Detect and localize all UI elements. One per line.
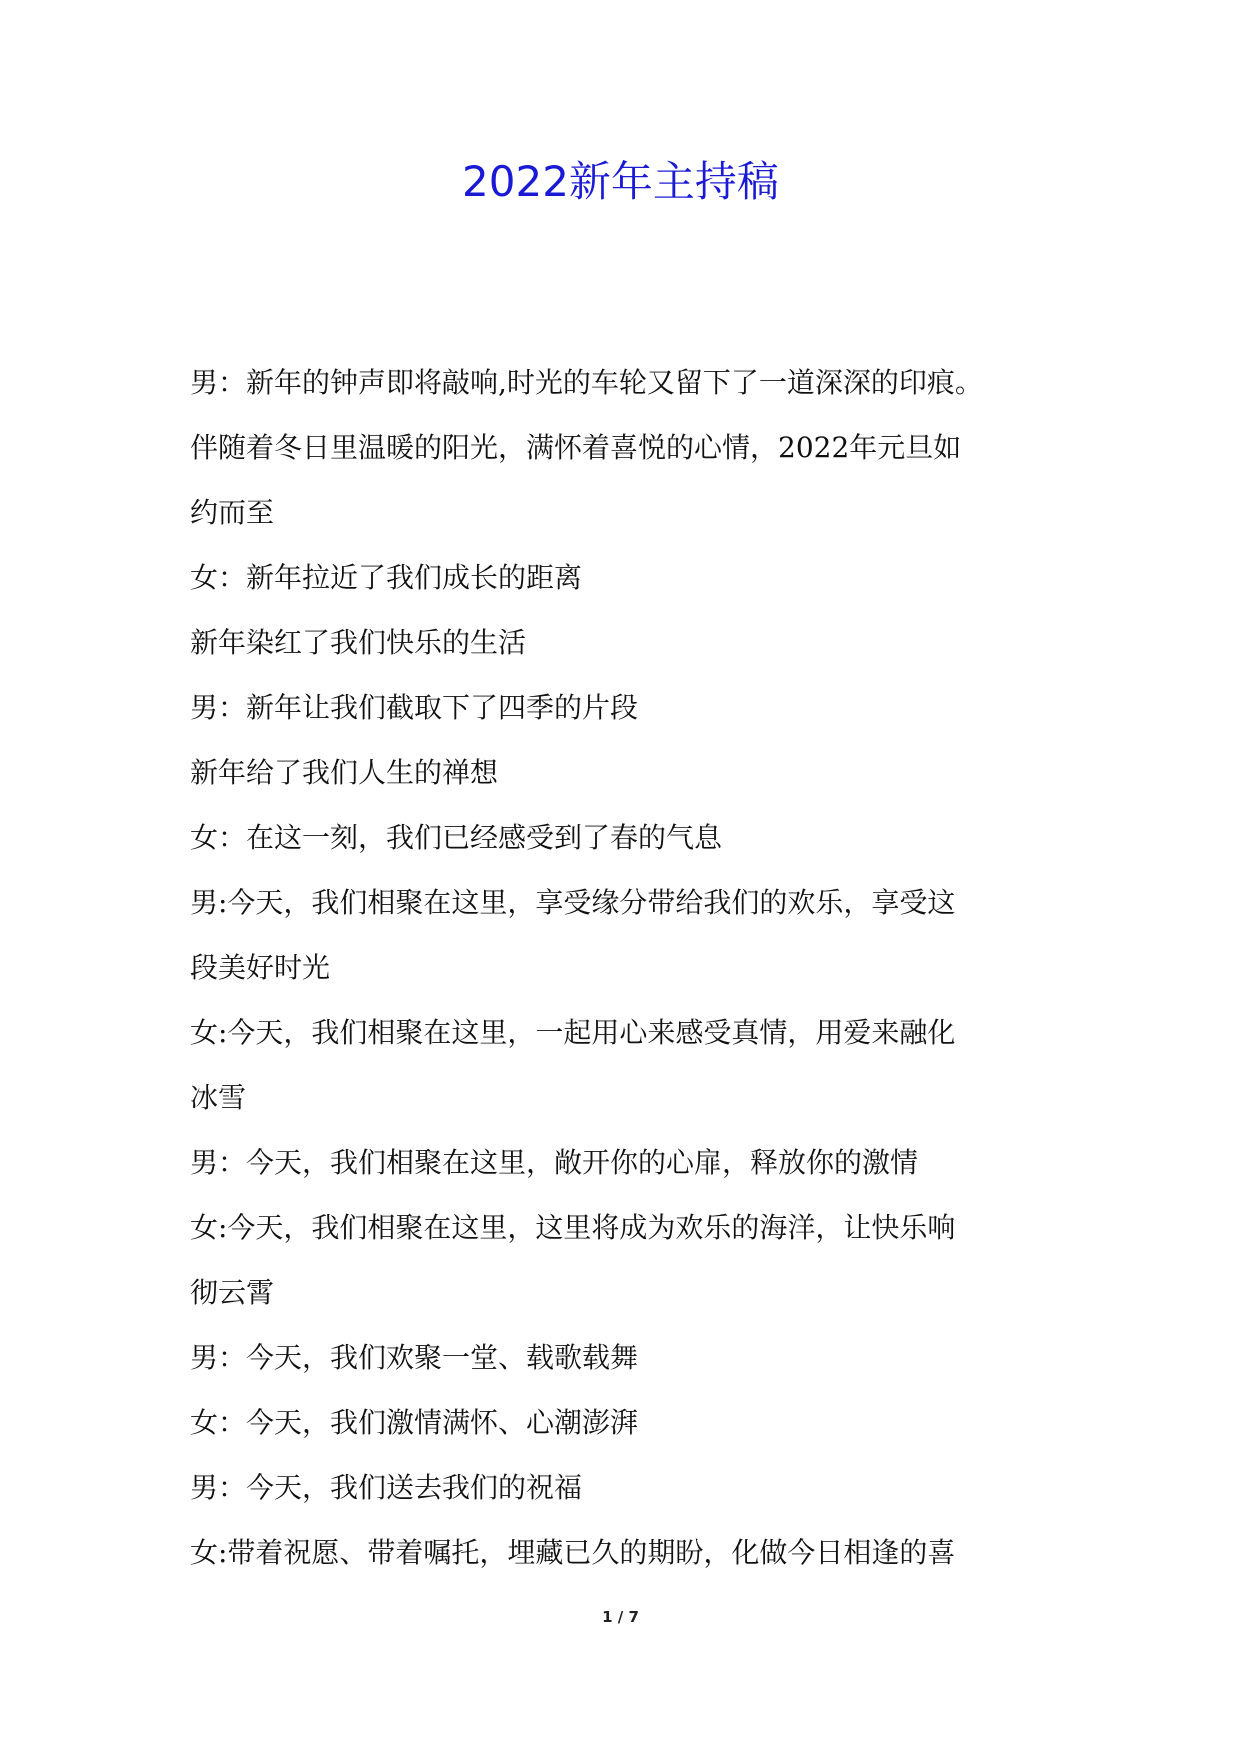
text-line: 伴随着冬日里温暖的阳光，满怀着喜悦的心情，2022年元旦如 xyxy=(190,431,962,464)
text-line: 男：新年让我们截取下了四季的片段 xyxy=(190,691,639,724)
text-line: 女：新年拉近了我们成长的距离 xyxy=(190,561,583,594)
text-line: 女：在这一刻，我们已经感受到了春的气息 xyxy=(190,821,723,854)
text-line: 彻云霄 xyxy=(190,1276,275,1309)
text-line: 女：今天，我们激情满怀、心潮澎湃 xyxy=(190,1406,639,1439)
text-line: 新年染红了我们快乐的生活 xyxy=(190,626,527,659)
document-title: 2022新年主持稿 xyxy=(462,157,779,206)
text-line: 段美好时光 xyxy=(190,951,331,984)
text-line: 男：今天，我们送去我们的祝福 xyxy=(190,1471,583,1504)
text-line: 女:今天，我们相聚在这里，一起用心来感受真情，用爱来融化 xyxy=(190,1016,956,1049)
page-number: 1 / 7 xyxy=(602,1608,639,1626)
text-line: 女:今天，我们相聚在这里，这里将成为欢乐的海洋，让快乐响 xyxy=(190,1211,956,1244)
document-body xyxy=(190,350,1060,1585)
text-line: 约而至 xyxy=(190,496,275,529)
text-line: 男：新年的钟声即将敲响,时光的车轮又留下了一道深深的印痕。 xyxy=(190,366,983,399)
text-line: 男：今天，我们欢聚一堂、载歌载舞 xyxy=(190,1341,639,1374)
text-line: 男:今天，我们相聚在这里，享受缘分带给我们的欢乐，享受这 xyxy=(190,886,956,919)
text-line: 新年给了我们人生的禅想 xyxy=(190,756,499,789)
text-line: 冰雪 xyxy=(190,1081,247,1114)
text-line: 男：今天，我们相聚在这里，敞开你的心扉，释放你的激情 xyxy=(190,1146,919,1179)
text-line: 女:带着祝愿、带着嘱托，埋藏已久的期盼，化做今日相逢的喜 xyxy=(190,1536,956,1569)
